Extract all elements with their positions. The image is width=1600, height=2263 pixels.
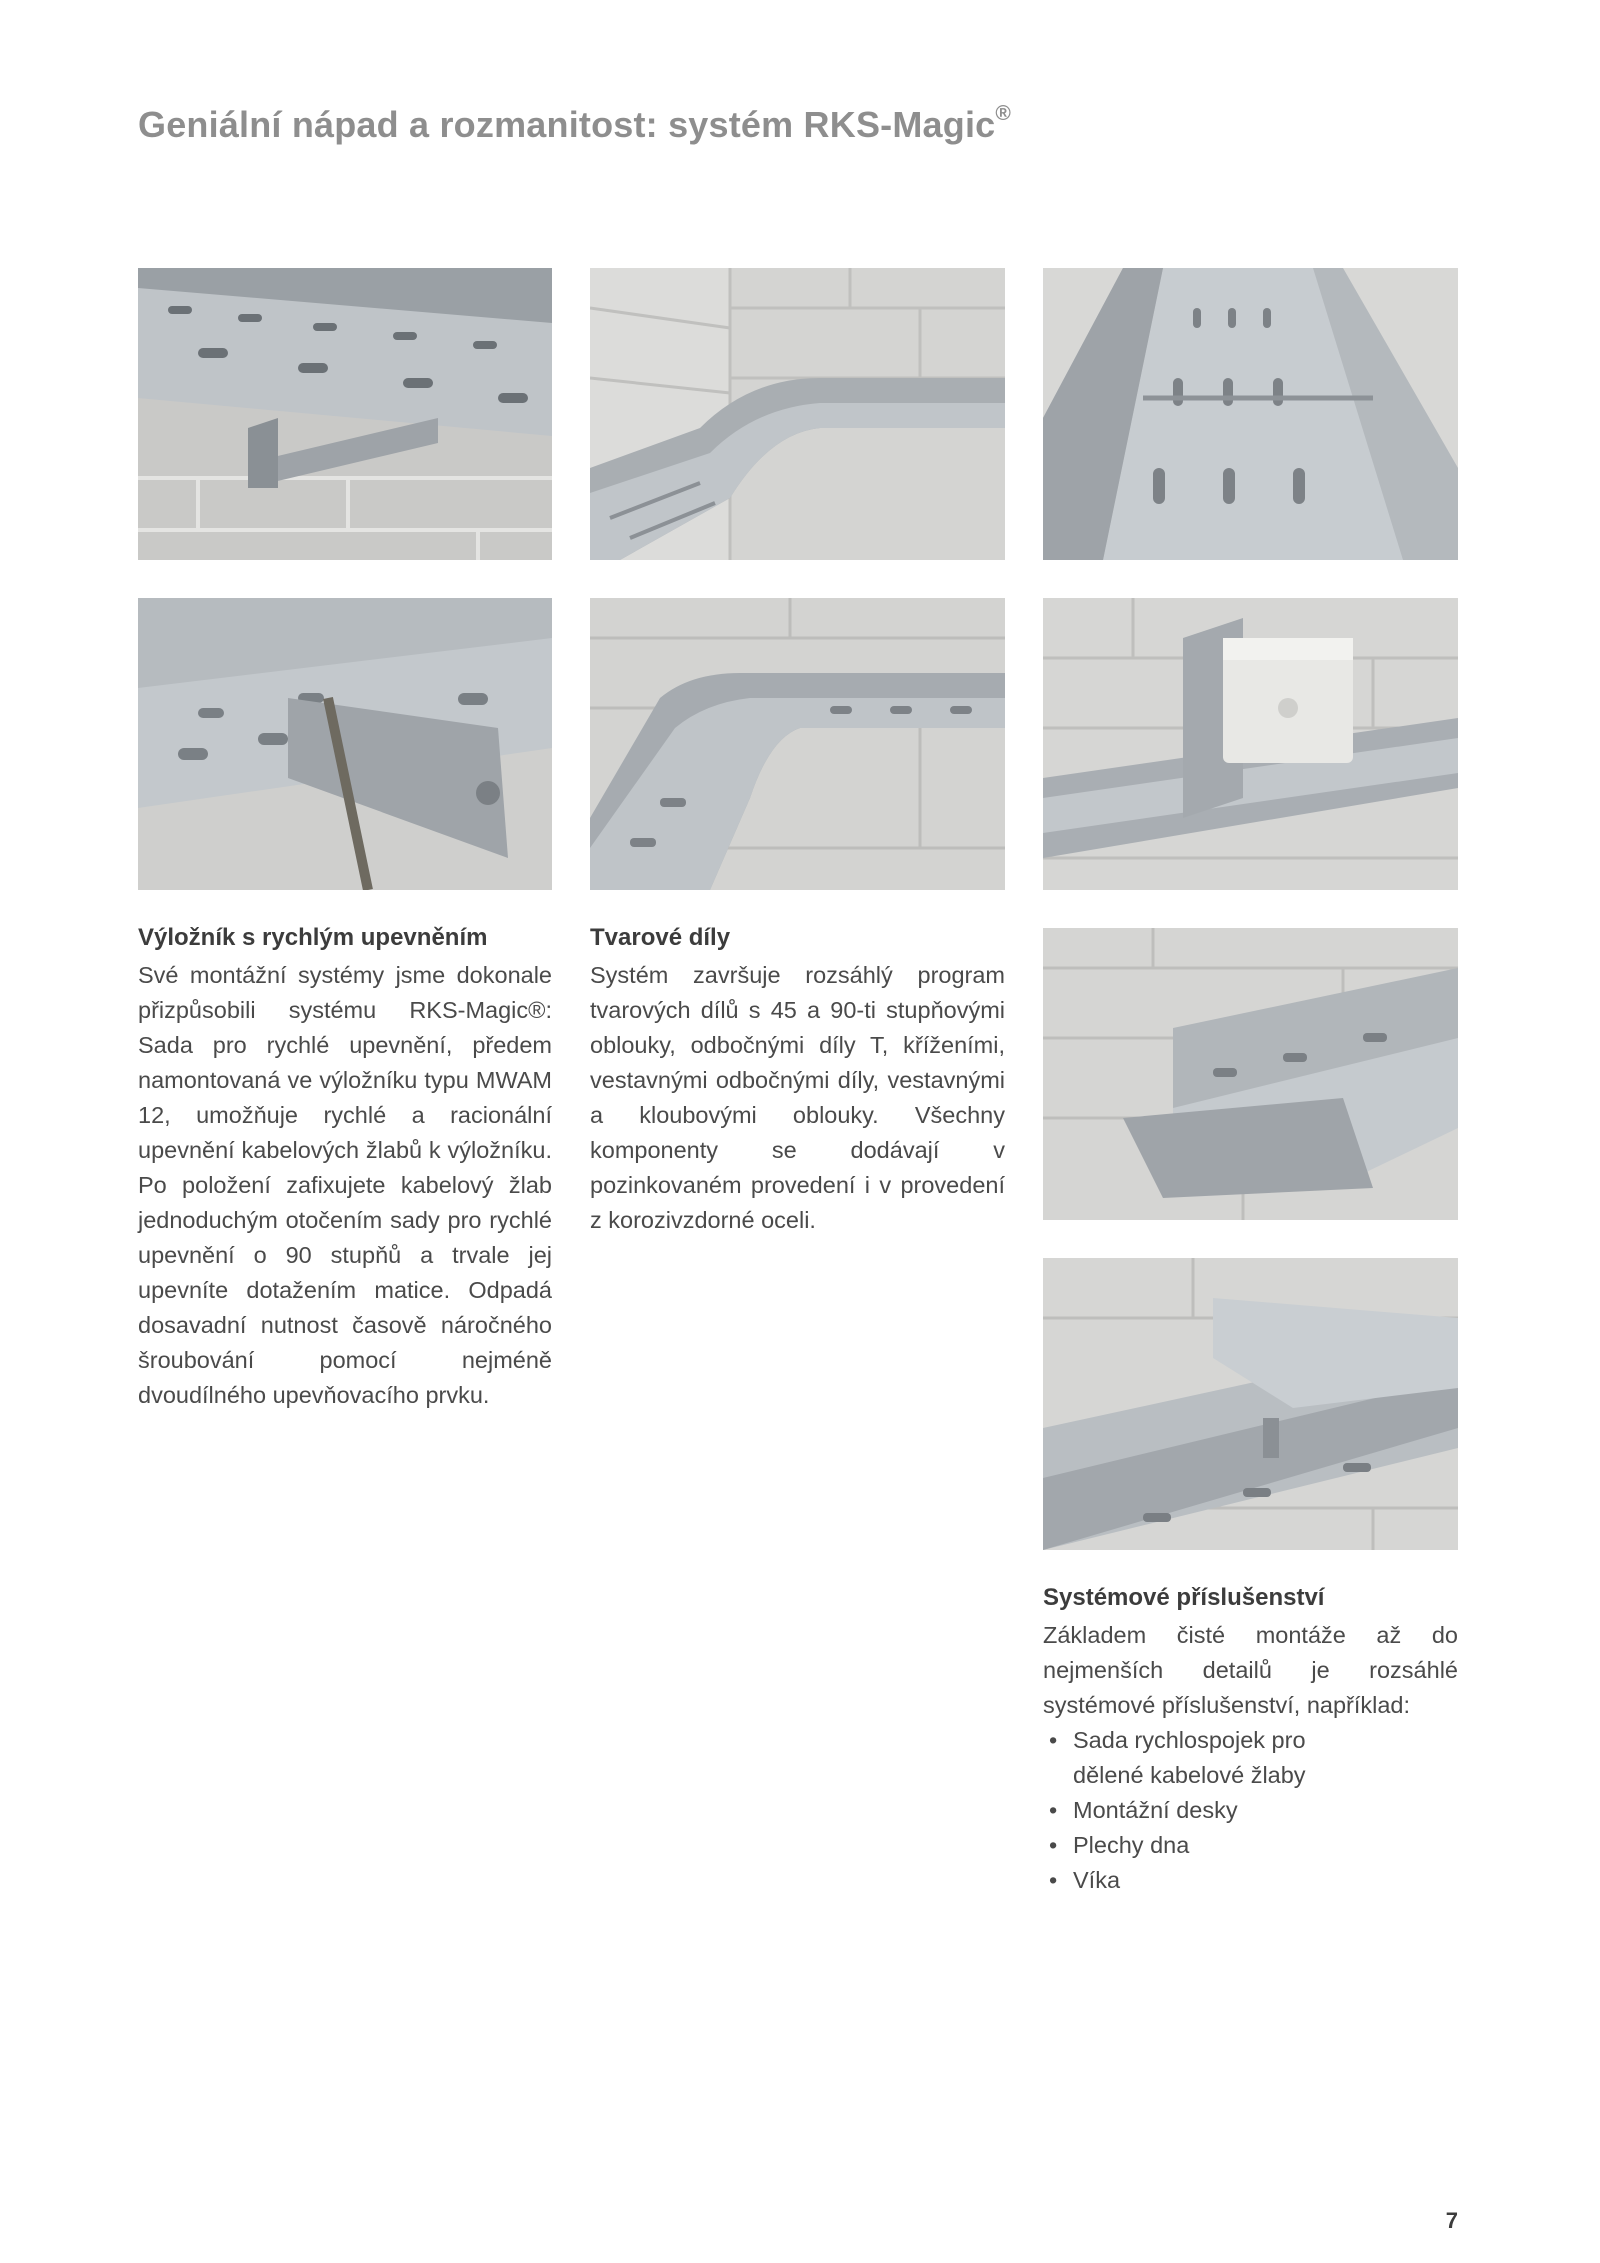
photo-quick-fastening — [138, 598, 552, 890]
photo-tray-cover — [1043, 1258, 1458, 1550]
photo-junction-box — [1043, 598, 1458, 890]
accessories-item: • Montážní desky — [1043, 1793, 1373, 1828]
bracket-heading: Výložník s rychlým upevněním — [138, 924, 488, 951]
photo-bracket-tray — [138, 268, 552, 560]
accessories-list — [1043, 1723, 1373, 1898]
photo-perforated-bend — [590, 598, 1005, 890]
photo-straight-tray — [1043, 268, 1458, 560]
accessories-item: • Sada rychlospojek pro dělené kabelové žlaby — [1043, 1723, 1373, 1793]
accessories-heading: Systémové příslušenství — [1043, 1584, 1325, 1611]
registered-mark: ® — [995, 102, 1012, 125]
accessories-item: • Víka — [1043, 1863, 1373, 1898]
accessories-body: Základem čisté montáže až do nejmenších detailů je rozsáhlé systémové příslušenství, například: — [1043, 1622, 1458, 1718]
accessories-item: • Plechy dna — [1043, 1828, 1373, 1863]
page-title: Geniální nápad a rozmanitost: systém RKS-Magic® — [138, 102, 1012, 145]
fittings-heading: Tvarové díly — [590, 924, 731, 951]
fittings-body: Systém završuje rozsáhlý program tvarových dílů s 45 a 90-ti stupňovými oblouky, odbočnými díly T, kříženími, vestavnými odbočnými díly, vestavnými a kloubovými oblouky. Všechny komponenty se dodávají v pozinkovaném provedení i v provedení z korozivzdorné oceli. — [590, 962, 1005, 1233]
photo-wall-bracket-tray — [1043, 928, 1458, 1220]
photo-90-degree-bend — [590, 268, 1005, 560]
bracket-body: Své montážní systémy jsme dokonale přizpůsobili systému RKS-Magic®: Sada pro rychlé upevnění, předem namontovaná ve výložníku typu MWAM 12, umožňuje rychlé a racionální upevnění kabelových žlabů k výložníku. Po položení zafixujete kabelový žlab jednoduchým otočením sady pro rychlé upevnění o 90 stupňů a trvale jej upevníte dotažením matice. Odpadá dosavadní nutnost časově náročného šroubování pomocí nejméně dvoudílného upevňovacího prvku. — [138, 962, 552, 1408]
page-number: 7 — [1445, 2208, 1458, 2233]
